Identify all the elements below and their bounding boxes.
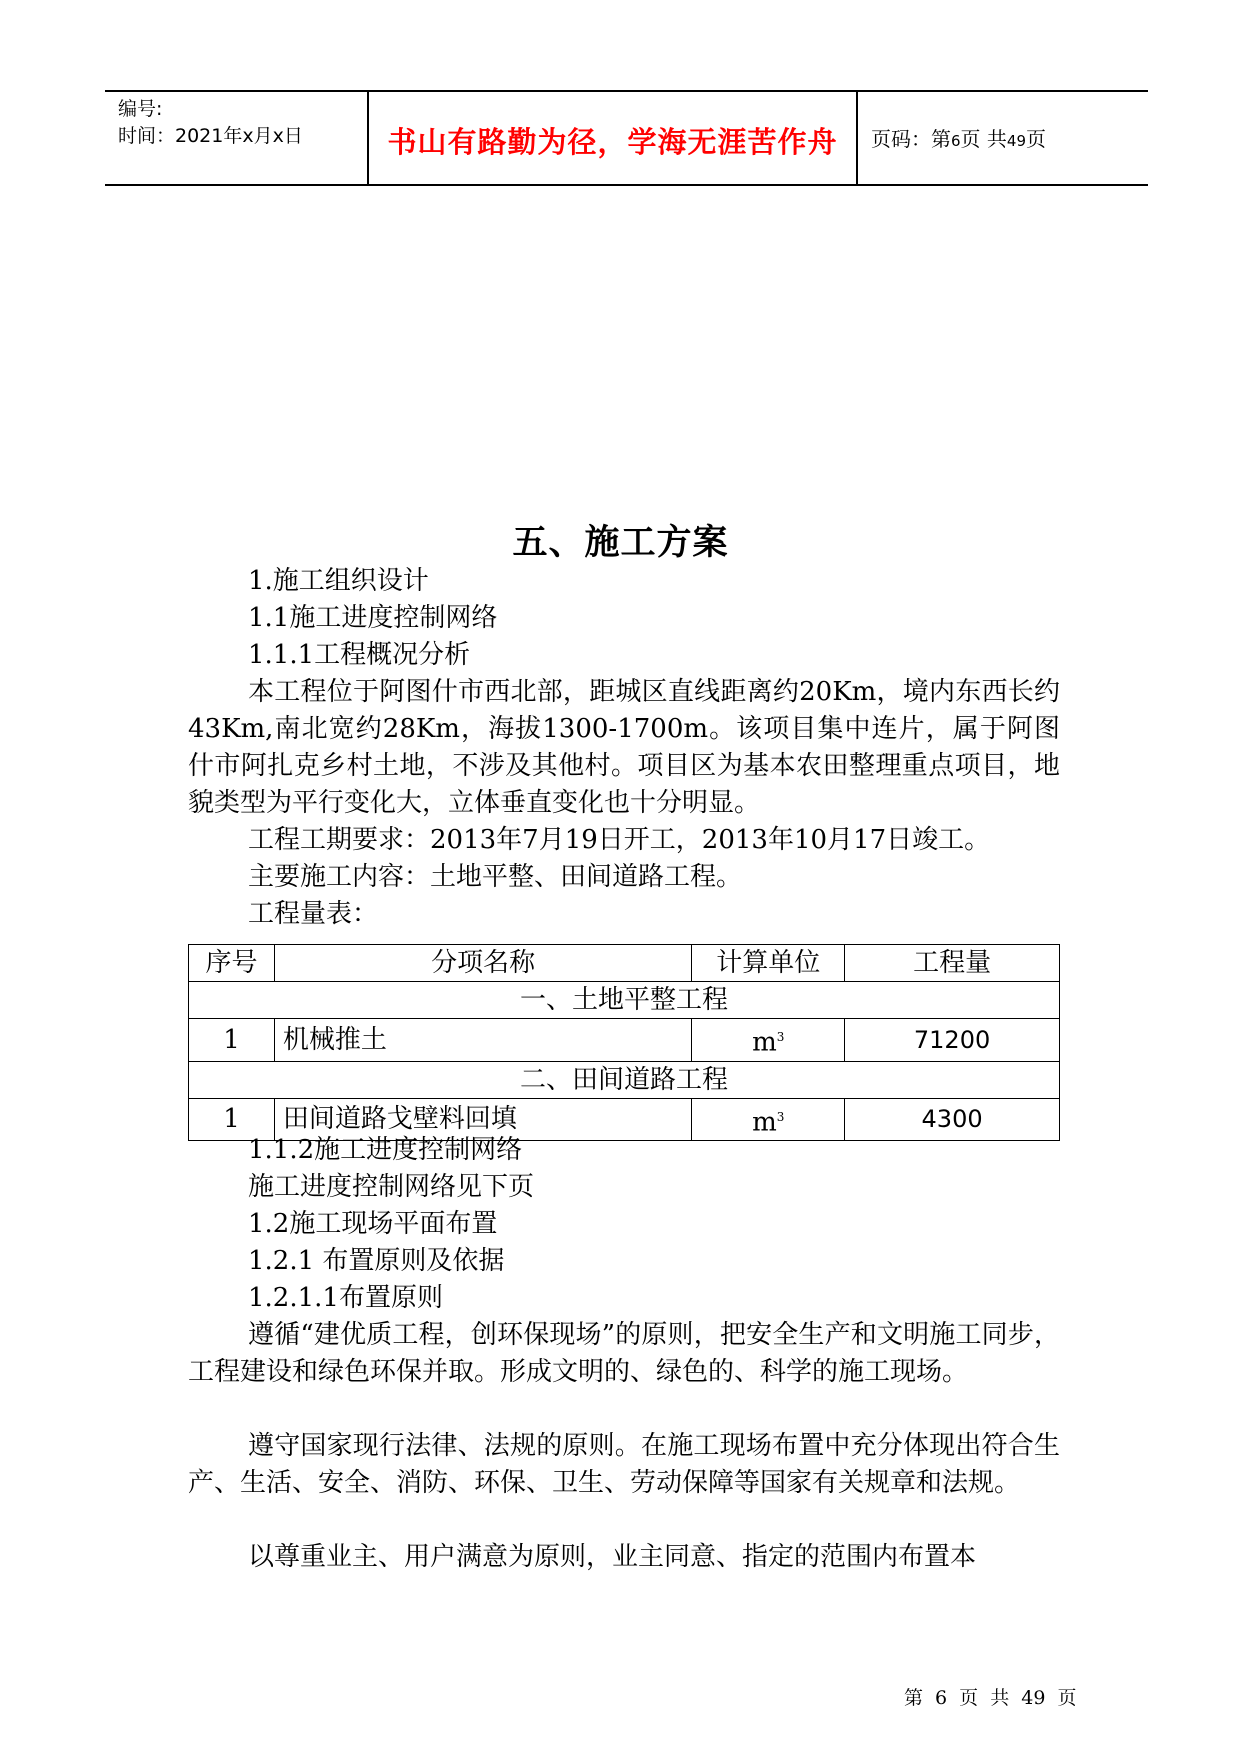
time-label: 时间：2021年x月x日	[118, 125, 303, 147]
page-suffix: 页	[1026, 127, 1046, 151]
table-section-row	[189, 982, 1060, 1019]
heading-1: 1.施工组织设计	[248, 566, 429, 596]
row-qty: 71200	[845, 1019, 1060, 1062]
unit-text: m	[752, 1027, 777, 1058]
row-name: 田间道路戈壁料回填	[274, 1098, 691, 1141]
principle-paragraph-1: 遵循“建优质工程，创环保现场”的原则，把安全生产和文明施工同步，工程建设和绿色环保并取。形成文明的、绿色的、科学的施工现场。	[188, 1320, 1060, 1387]
heading-1-1-1: 1.1.1工程概况分析	[248, 640, 471, 670]
page-number: 6	[951, 132, 961, 150]
unit-superscript: 3	[776, 1030, 785, 1044]
heading-1-2-1-1: 1.2.1.1布置原则	[248, 1283, 443, 1313]
heading-1-2: 1.2施工现场平面布置	[248, 1209, 498, 1239]
code-label: 编号:	[118, 98, 163, 120]
unit-text: m	[752, 1107, 777, 1138]
table-row	[189, 1019, 1060, 1062]
table-header-row	[189, 945, 1060, 982]
row-no: 1	[189, 1098, 275, 1141]
quantity-table	[188, 944, 1060, 1141]
content-text: 主要施工内容：土地平整、田间道路工程。	[248, 862, 743, 892]
header-cell-no: 序号	[189, 945, 275, 982]
section-title: 二、田间道路工程	[189, 1061, 1060, 1098]
principle-paragraph-2: 遵守国家现行法律、法规的原则。在施工现场布置中充分体现出符合生产、生活、安全、消防、环保、卫生、劳动保障等国家有关规章和法规。	[188, 1431, 1060, 1498]
principle-paragraph-3: 以尊重业主、用户满意为原则，业主同意、指定的范围内布置本	[248, 1542, 977, 1572]
page-footer: 第 6 页 共 49 页	[904, 1687, 1077, 1709]
page-header	[105, 90, 1148, 186]
schedule-text: 工程工期要求：2013年7月19日开工，2013年10月17日竣工。	[248, 825, 991, 855]
row-unit	[692, 1019, 845, 1062]
page-total: 49	[1006, 132, 1026, 150]
page-prefix: 页码：第	[871, 127, 951, 151]
unit-superscript: 3	[776, 1109, 785, 1124]
row-name: 机械推土	[274, 1019, 691, 1062]
row-qty: 4300	[845, 1098, 1060, 1141]
page-title: 五、施工方案	[512, 523, 729, 563]
heading-1-1: 1.1施工进度控制网络	[248, 603, 498, 633]
header-cell-name: 分项名称	[274, 945, 691, 982]
header-page-info	[871, 123, 1046, 152]
page-mid: 页 共	[960, 127, 1007, 151]
table-section-row	[189, 1061, 1060, 1098]
section-title: 一、土地平整工程	[189, 982, 1060, 1019]
header-meta	[118, 96, 303, 150]
heading-1-2-1: 1.2.1 布置原则及依据	[248, 1246, 505, 1276]
qty-table-label: 工程量表：	[248, 899, 379, 929]
header-cell-unit: 计算单位	[692, 945, 845, 982]
header-divider	[856, 92, 858, 184]
row-no: 1	[189, 1019, 275, 1062]
header-motto: 书山有路勤为径，学海无涯苦作舟	[387, 125, 838, 159]
overview-paragraph: 本工程位于阿图什市西北部，距城区直线距离约20Km，境内东西长约43Km,南北宽约28Km，海拔1300-1700m。该项目集中连片，属于阿图什市阿扎克乡村土地，不涉及其他村。项目区为基本农田整理重点项目，地貌类型为平行变化大，立体垂直变化也十分明显。	[188, 677, 1060, 818]
heading-1-1-2: 1.1.2施工进度控制网络	[248, 1135, 523, 1165]
header-cell-qty: 工程量	[845, 945, 1060, 982]
network-note: 施工进度控制网络见下页	[248, 1172, 535, 1202]
